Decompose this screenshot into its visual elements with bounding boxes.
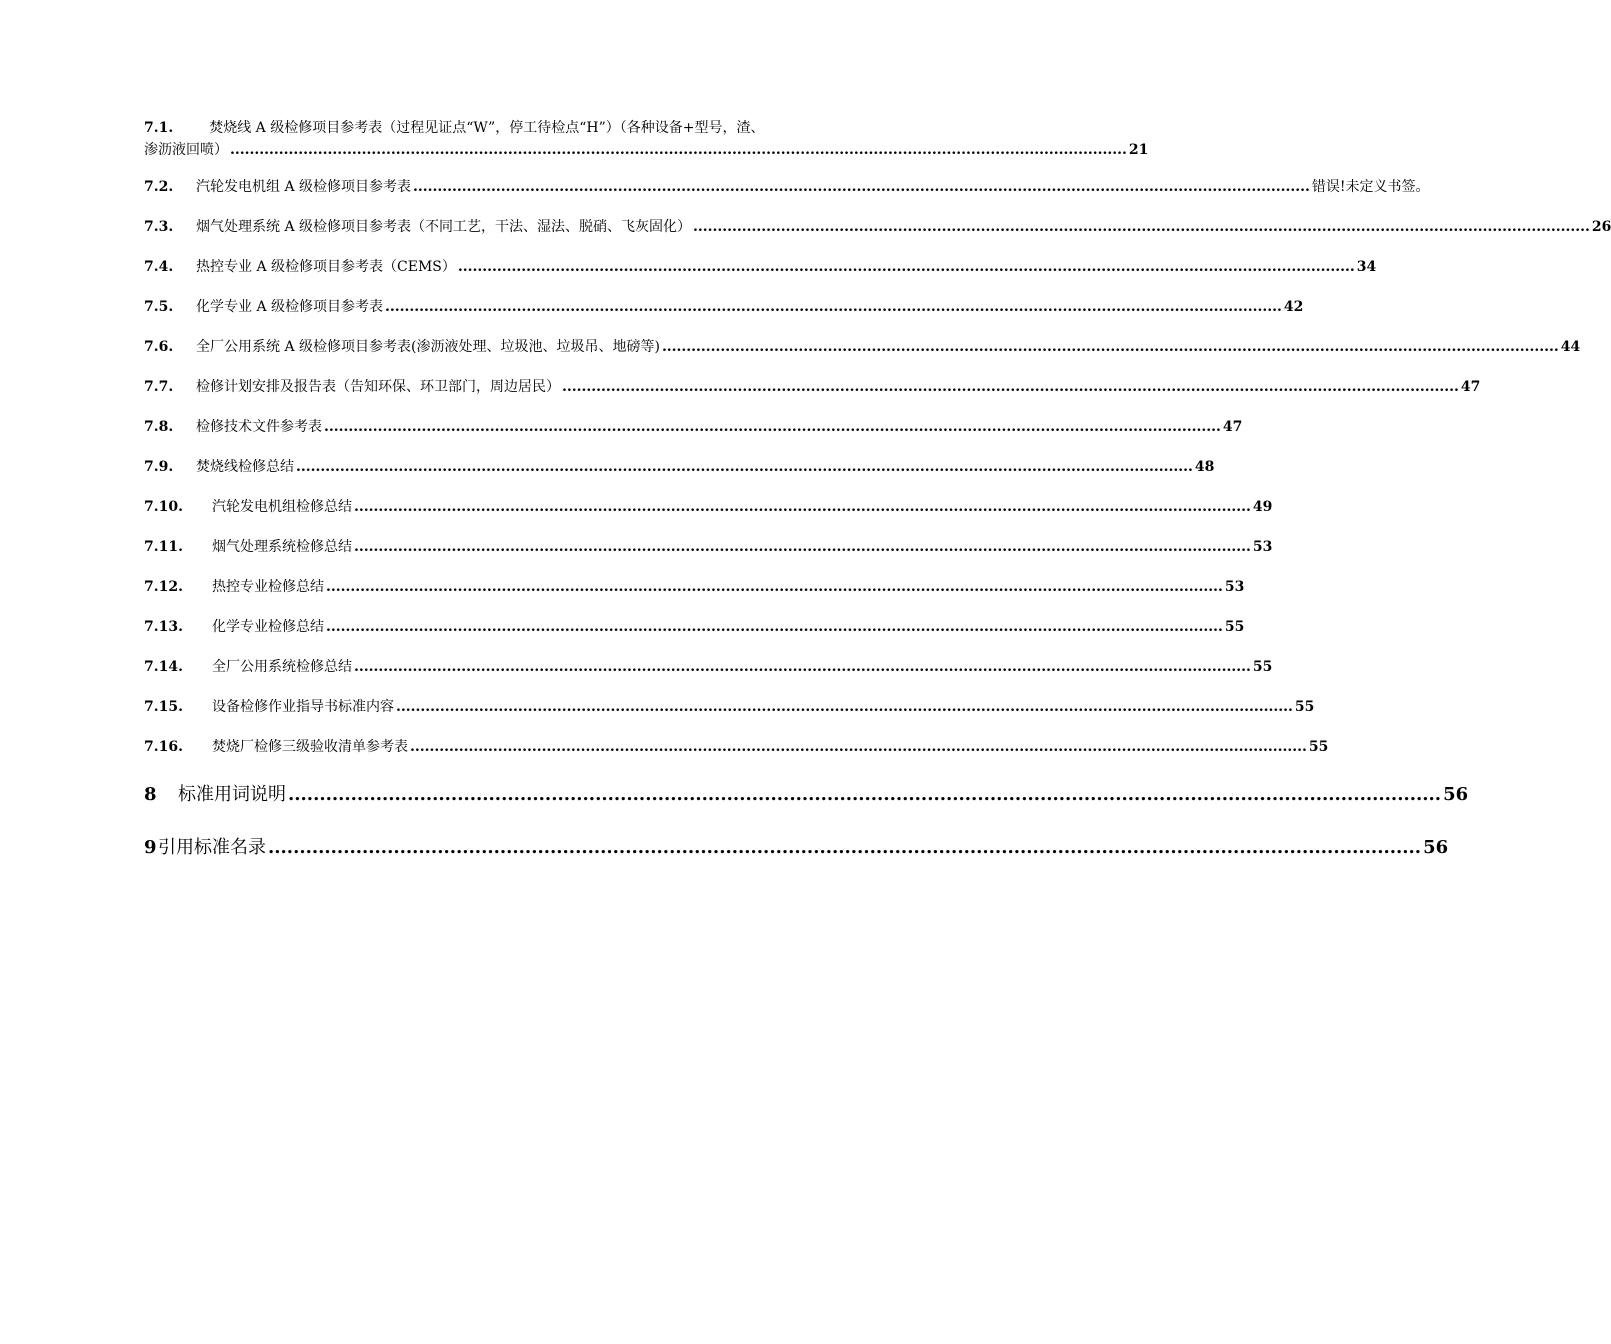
toc-entry-title: 全厂公用系统 A 级检修项目参考表(渗沥液处理、垃圾池、垃圾吊、地磅等) xyxy=(196,339,660,355)
toc-entry-page: 49 xyxy=(1252,499,1273,515)
toc-entry-page: 55 xyxy=(1294,699,1315,715)
toc-entry-number: 7.8. xyxy=(144,419,174,435)
toc-entry-page: 55 xyxy=(1308,739,1329,755)
toc-entry-title: 焚烧线检修总结 xyxy=(196,459,294,475)
toc-entry-7-11[interactable] xyxy=(144,538,1273,556)
toc-entry-title: 设备检修作业指导书标准内容 xyxy=(212,699,394,715)
toc-entry-7-5[interactable] xyxy=(144,298,1304,316)
dot-leader: ........................................................................................................................................................................................ xyxy=(396,699,1293,715)
toc-entry-number: 7.11. xyxy=(144,539,183,555)
toc-entry-number: 7.6. xyxy=(144,339,174,355)
toc-entry-7-3[interactable] xyxy=(144,218,1611,236)
toc-entry-page: 34 xyxy=(1356,259,1377,275)
dot-leader: ........................................................................................................................................................................................ xyxy=(457,259,1355,275)
dot-leader: ........................................................................................................................................................................................ xyxy=(354,539,1251,555)
toc-entry-7-13[interactable] xyxy=(144,618,1245,636)
toc-entry-page: 53 xyxy=(1252,539,1273,555)
toc-entry-7-8[interactable] xyxy=(144,418,1243,436)
toc-entry-page: 56 xyxy=(1423,837,1449,858)
toc-entry-page: 55 xyxy=(1224,619,1245,635)
toc-entry-page: 错误!未定义书签。 xyxy=(1311,179,1430,195)
toc-entry-9[interactable] xyxy=(144,837,1449,859)
toc-entry-title-line1 xyxy=(144,119,806,137)
dot-leader: ........................................................................................................................................................................................ xyxy=(354,499,1251,515)
toc-entry-title: 化学专业 A 级检修项目参考表 xyxy=(196,299,384,315)
dot-leader: ........................................................................................................................................................................................ xyxy=(296,459,1193,475)
toc-entry-number: 8 xyxy=(144,784,157,805)
toc-entry-page: 26 xyxy=(1591,219,1611,235)
dot-leader: ........................................................................................................................................................................................ xyxy=(288,784,1442,805)
toc-entry-number: 9 xyxy=(144,837,157,858)
toc-entry-7-10[interactable] xyxy=(144,498,1273,516)
toc-entry-number: 7.13. xyxy=(144,619,183,635)
toc-entry-page: 42 xyxy=(1283,299,1304,315)
dot-leader: ........................................................................................................................................................................................ xyxy=(326,619,1223,635)
toc-entry-title: 汽轮发电机组 A 级检修项目参考表 xyxy=(196,179,412,195)
dot-leader: ........................................................................................................................................................................................ xyxy=(661,339,1559,355)
toc-entry-number: 7.9. xyxy=(144,459,174,475)
toc-entry-number: 7.7. xyxy=(144,379,174,395)
toc-entry-title: 焚烧厂检修三级验收清单参考表 xyxy=(212,739,408,755)
toc-entry-number: 7.10. xyxy=(144,499,183,515)
toc-entry-title: 烟气处理系统 A 级检修项目参考表（不同工艺，干法、湿法、脱硝、飞灰固化） xyxy=(196,219,692,235)
toc-entry-7-6[interactable] xyxy=(144,338,1581,356)
toc-entry-number: 7.12. xyxy=(144,579,183,595)
toc-entry-7-9[interactable] xyxy=(144,458,1215,476)
toc-entry-title: 烟气处理系统检修总结 xyxy=(212,539,352,555)
toc-entry-7-7[interactable] xyxy=(144,378,1481,396)
toc-entry-page: 56 xyxy=(1443,784,1469,805)
toc-entry-page: 44 xyxy=(1560,339,1581,355)
toc-entry-number: 7.5. xyxy=(144,299,174,315)
toc-entry-title: 热控专业检修总结 xyxy=(212,579,324,595)
toc-entry-number: 7.14. xyxy=(144,659,183,675)
toc-entry-7-1[interactable] xyxy=(144,119,1149,159)
toc-entry-title: 化学专业检修总结 xyxy=(212,619,324,635)
toc-entry-title: 标准用词说明 xyxy=(178,784,286,805)
toc-entry-title: 汽轮发电机组检修总结 xyxy=(212,499,352,515)
toc-entry-7-16[interactable] xyxy=(144,738,1329,756)
toc-entry-number: 7.15. xyxy=(144,699,183,715)
dot-leader: ........................................................................................................................................................................................ xyxy=(354,659,1251,675)
toc-entry-title-line2 xyxy=(144,141,1149,159)
toc-entry-7-14[interactable] xyxy=(144,658,1273,676)
toc-entry-title: 检修计划安排及报告表（告知环保、环卫部门，周边居民） xyxy=(196,379,560,395)
toc-entry-number: 7.4. xyxy=(144,259,174,275)
toc-entry-8[interactable] xyxy=(144,784,1469,806)
dot-leader: ........................................................................................................................................................................................ xyxy=(410,739,1307,755)
dot-leader: ........................................................................................................................................................................................ xyxy=(385,299,1282,315)
toc-entry-page: 48 xyxy=(1194,459,1215,475)
dot-leader: ........................................................................................................................................................................................ xyxy=(693,219,1590,235)
toc-entry-page: 21 xyxy=(1128,142,1149,158)
toc-entry-title: 热控专业 A 级检修项目参考表（CEMS） xyxy=(196,259,456,275)
toc-entry-title-continued: 渗沥液回喷） xyxy=(144,142,228,158)
toc-entry-title: 全厂公用系统检修总结 xyxy=(212,659,352,675)
toc-entry-number: 7.2. xyxy=(144,179,174,195)
toc-entry-number: 7.3. xyxy=(144,219,174,235)
toc-entry-title: 焚烧线 A 级检修项目参考表（过程见证点“W”，停工待检点“H”）（各种设备+型号，渣、 xyxy=(209,120,765,136)
toc-entry-7-12[interactable] xyxy=(144,578,1245,596)
toc-entry-7-2[interactable] xyxy=(144,178,1430,196)
dot-leader: ........................................................................................................................................................................................ xyxy=(326,579,1223,595)
toc-entry-page: 47 xyxy=(1222,419,1243,435)
dot-leader: ........................................................................................................................................................................................ xyxy=(324,419,1221,435)
dot-leader: ........................................................................................................................................................................................ xyxy=(268,837,1422,858)
dot-leader: ........................................................................................................................................................................................ xyxy=(413,179,1310,195)
toc-entry-7-4[interactable] xyxy=(144,258,1377,276)
toc-entry-7-15[interactable] xyxy=(144,698,1315,716)
toc-entry-title: 检修技术文件参考表 xyxy=(196,419,322,435)
toc-entry-number: 7.16. xyxy=(144,739,183,755)
toc-entry-number: 7.1. xyxy=(144,120,174,136)
dot-leader: ........................................................................................................................................................................................ xyxy=(562,379,1459,395)
toc-entry-page: 55 xyxy=(1252,659,1273,675)
toc-entry-page: 53 xyxy=(1224,579,1245,595)
dot-leader: ........................................................................................................................................................................................ xyxy=(230,142,1127,158)
toc-entry-title: 引用标准名录 xyxy=(158,837,266,858)
toc-entry-page: 47 xyxy=(1460,379,1481,395)
